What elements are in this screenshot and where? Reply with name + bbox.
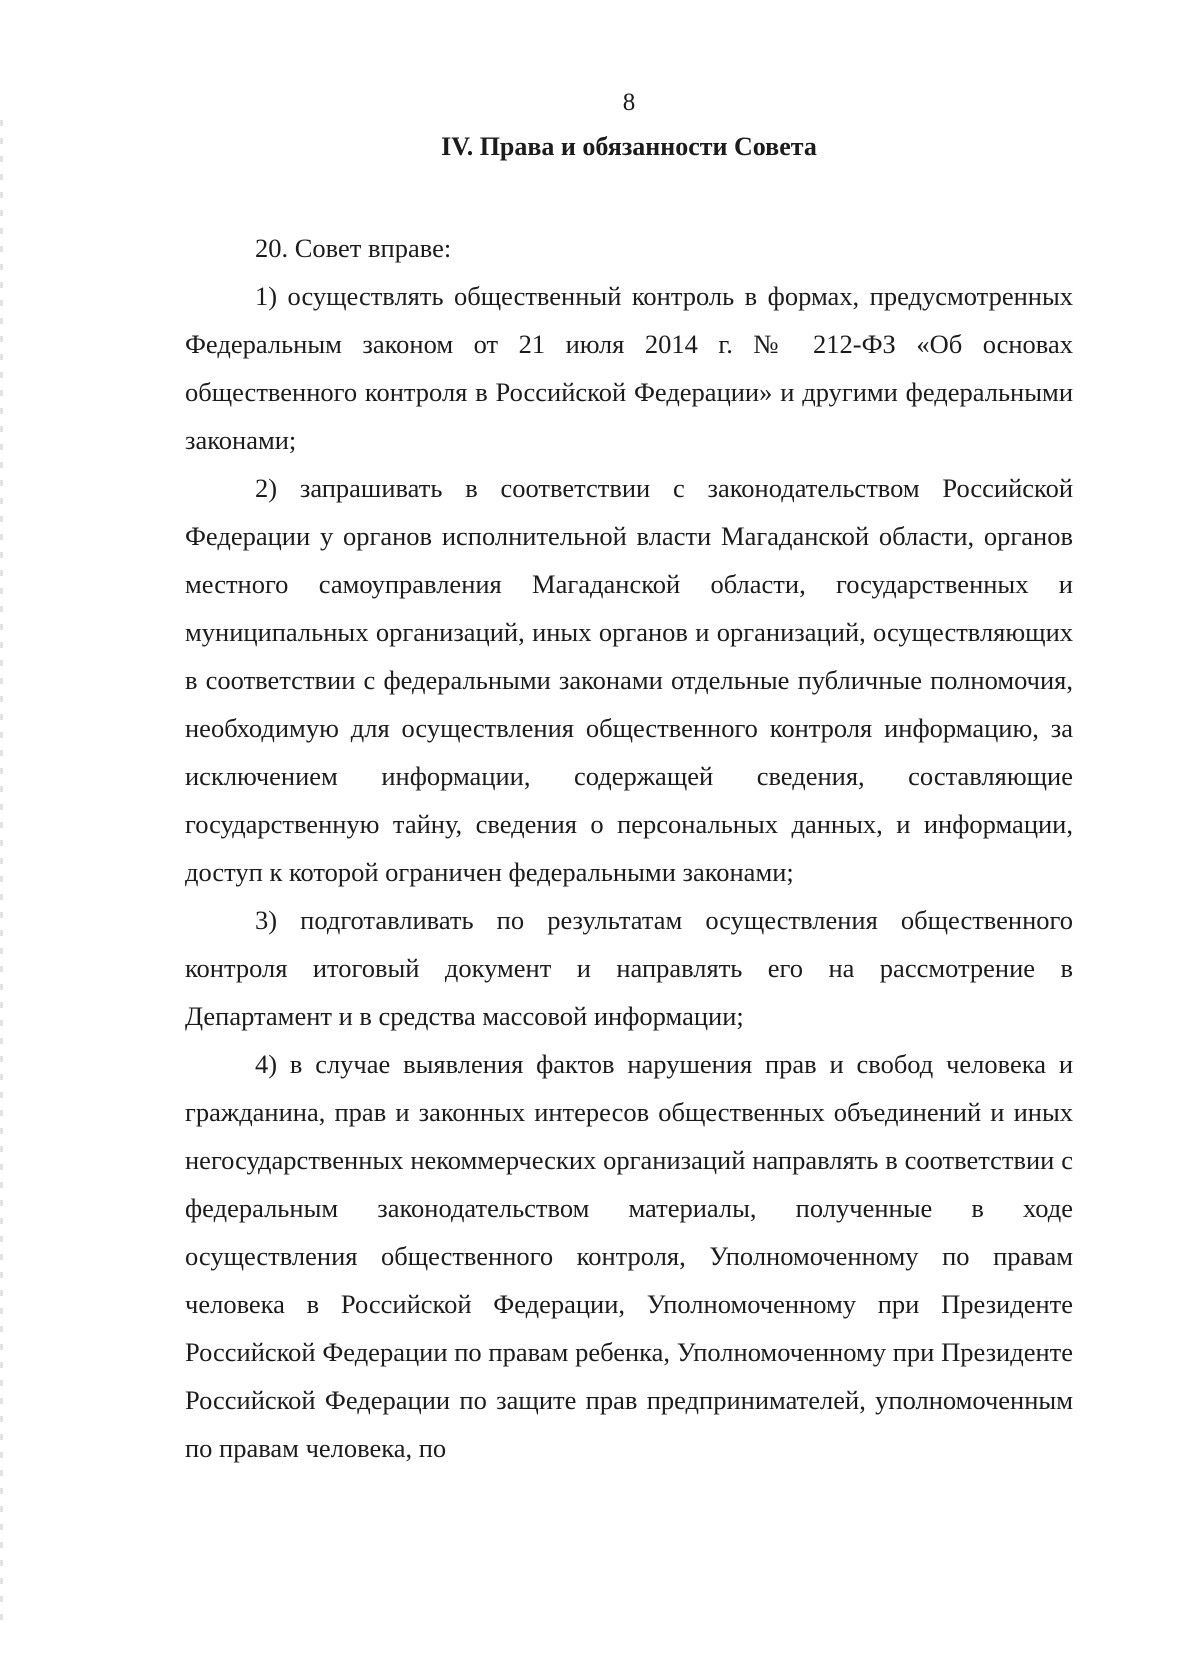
paragraph-20: 20. Совет вправе: bbox=[255, 233, 452, 263]
scan-edge-artifact bbox=[0, 120, 3, 1620]
page-number: 8 bbox=[622, 89, 636, 116]
paragraph-item-1: 1) осуществлять общественный контроль в формах, предусмотренных Федеральным законом от 21 июля 2014 г. № 212-ФЗ «Об основах общественного контроля в Российской Федерации» и другими федеральными законами; bbox=[185, 281, 1073, 455]
paragraph-item-2: 2) запрашивать в соответствии с законодательством Российской Федерации у органов исполнительной власти Магаданской области, органов местного самоуправления Магаданской области, государственных и муниципальных организаций, иных органов и организаций, осуществляющих в соответствии с федеральными законами отдельные публичные полномочия, необходимую для осуществления общественного контроля информацию, за исключением информации, содержащей сведения, составляющие государственную тайну, сведения о персональных данных, и информации, доступ к которой ограничен федеральными законами; bbox=[185, 473, 1073, 887]
section-heading: IV. Права и обязанности Совета bbox=[441, 132, 817, 161]
paragraph-item-4: 4) в случае выявления фактов нарушения прав и свобод человека и гражданина, прав и законных интересов общественных объединений и иных негосударственных некоммерческих организаций направлять в соответствии с федеральным законодательством материалы, полученные в ходе осуществления общественного контроля, Уполномоченному по правам человека в Российской Федерации, Уполномоченному при Президенте Российской Федерации по правам ребенка, Уполномоченному при Президенте Российской Федерации по защите прав предпринимателей, уполномоченным по правам человека, по bbox=[185, 1049, 1073, 1463]
paragraph-item-3: 3) подготавливать по результатам осуществления общественного контроля итоговый документ и направлять его на рассмотрение в Департамент и в средства массовой информации; bbox=[185, 905, 1073, 1031]
document-body bbox=[185, 224, 1073, 1472]
